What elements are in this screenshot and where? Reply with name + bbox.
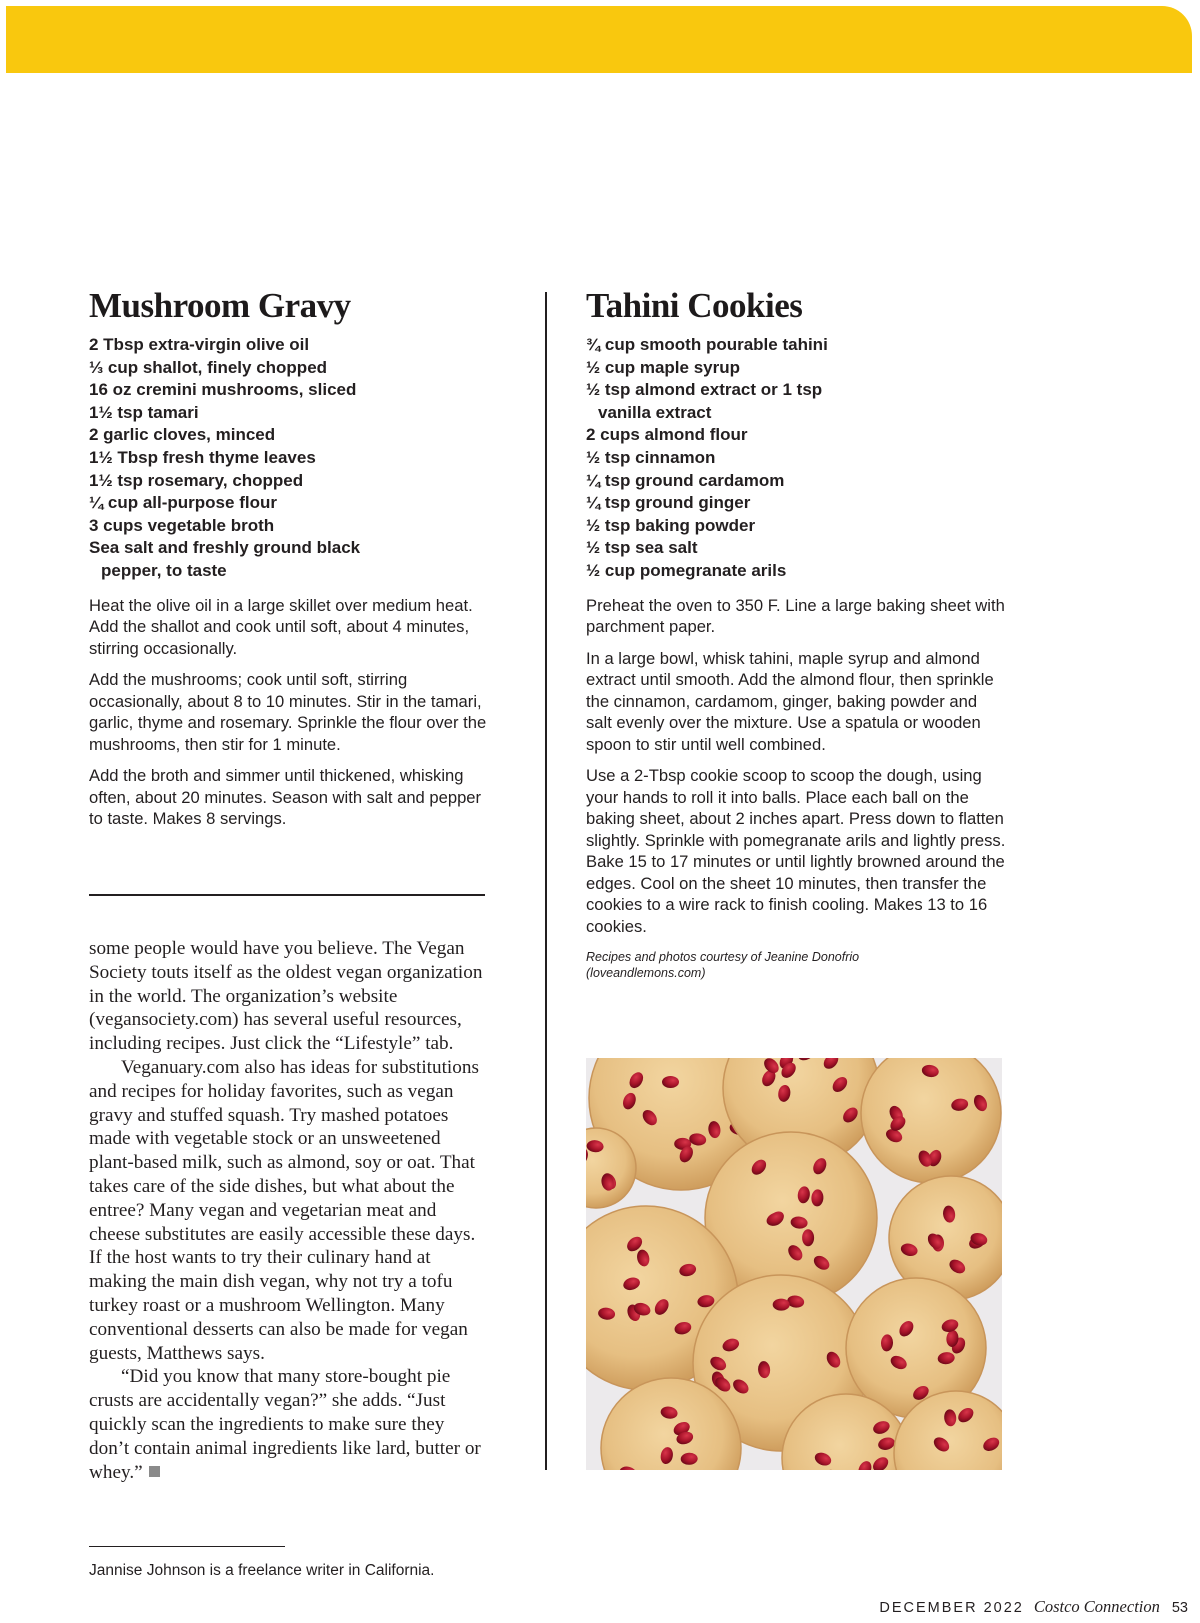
- ingredient-item: 2 Tbsp extra-virgin olive oil: [89, 335, 310, 354]
- pomegranate-aril: [802, 1229, 814, 1246]
- instruction-step: In a large bowl, whisk tahini, maple syrup and almond extract until smooth. Add the almond flour, then sprinkle the cinnamon, cardamom, ginger, baking powder and salt evenly over the mixture. Use a spatula or wooden spoon to stir until well combined.: [586, 648, 994, 754]
- ingredient-item: 2 garlic cloves, minced: [89, 425, 276, 445]
- page-footer: [879, 1596, 1188, 1618]
- pomegranate-aril: [662, 1076, 679, 1088]
- article-paragraph: some people would have you believe. The Vegan Society touts itself as the oldest vegan organization in the world. The organization’s website (vegansociety.com) has several useful resources, including recipes. Just click the “Lifestyle” tab.: [89, 938, 483, 1055]
- ingredient-item: ¼ tsp ground ginger: [586, 493, 751, 513]
- ingredient-list: [89, 334, 489, 583]
- instruction-step: Preheat the oven to 350 F. Line a large baking sheet with parchment paper.: [586, 595, 1005, 637]
- article-paragraph-text: “Did you know that many store-bought pie crusts are accidentally vegan?” she adds. “Just quickly scan the ingredients to make sure they don’t contain animal ingredients like lard, butter or whey.”: [89, 1366, 481, 1483]
- section-divider: [89, 894, 485, 896]
- ingredient-item: ¼ cup all-purpose flour: [89, 493, 277, 513]
- ingredient-item: 3 cups vegetable broth: [89, 515, 275, 535]
- page-number: 53: [1171, 1600, 1188, 1616]
- instruction-step: Heat the olive oil in a large skillet over medium heat. Add the shallot and cook until soft, about 4 minutes, stirring occasionally.: [89, 595, 473, 658]
- magazine-name: Costco Connection: [1033, 1597, 1160, 1616]
- column-divider: [545, 292, 547, 1470]
- ingredient-item: 1½ tsp rosemary, chopped: [89, 470, 304, 490]
- bio-divider: [89, 1546, 285, 1547]
- issue-date: DECEMBER 2022: [879, 1600, 1024, 1616]
- instruction-step: Use a 2-Tbsp cookie scoop to scoop the dough, using your hands to roll it into balls. Place each ball on the baking sheet, about 2 inches apart. Press down to flatten slightly. Sprinkle with pomegranate arils and lightly press. Bake 15 to 17 minutes or until lightly browned around the edges. Cool on the sheet 10 minutes, then transfer the cookies to a wire rack to finish cooling. Makes 13 to 16 cookies.: [586, 766, 1006, 936]
- instructions: [586, 595, 1006, 938]
- pomegranate-aril: [773, 1299, 790, 1311]
- ingredient-item: ½ tsp sea salt: [586, 538, 698, 558]
- instructions: [89, 595, 489, 830]
- end-mark-icon: [149, 1466, 160, 1477]
- ingredient-item: ½ cup pomegranate arils: [586, 560, 787, 580]
- ingredient-item: 2 cups almond flour: [586, 425, 748, 445]
- recipe-title-tahini-cookies: Tahini Cookies: [586, 286, 803, 325]
- instruction-step: Add the mushrooms; cook until soft, stirring occasionally, about 8 to 10 minutes. Stir in the tamari, garlic, thyme and rosemary. Sprinkle the flour over the mushrooms, then stir for 1 minute.: [89, 670, 487, 754]
- photo-credit: Recipes and photos courtesy of Jeanine Donofrio (loveandlemons.com): [586, 950, 860, 981]
- ingredient-item: 1½ tsp tamari: [89, 402, 199, 422]
- ingredient-item: Sea salt and freshly ground black pepper, to taste: [89, 538, 361, 580]
- article-body: [89, 937, 489, 1484]
- ingredient-item: ¼ tsp ground cardamom: [586, 470, 785, 490]
- ingredient-item: ½ tsp baking powder: [586, 515, 756, 535]
- article-paragraph: Veganuary.com also has ideas for substitutions and recipes for holiday favorites, such as vegan gravy and stuffed squash. Try mashed potatoes made with vegetable stock or an unsweetened plant-based milk, such as almond, soy or oat. That takes care of the side dishes, but what about the entree? Many vegan and vegetarian meat and cheese substitutes are easily accessible these days. If the host wants to try their culinary hand at making the main dish vegan, why not try a tofu turkey roast or a mushroom Wellington. Many conventional desserts can also be made for vegan guests, Matthews says.: [89, 1056, 479, 1364]
- article-paragraph-last: [89, 1365, 489, 1484]
- ingredient-item: ½ tsp cinnamon: [586, 447, 716, 467]
- tahini-cookies-recipe: [586, 286, 1006, 981]
- ingredient-item: ½ cup maple syrup: [586, 357, 740, 377]
- ingredient-item: 16 oz cremini mushrooms, sliced: [89, 380, 357, 400]
- ingredient-item: ¾ cup smooth pourable tahini: [586, 335, 828, 354]
- ingredient-item: ½ tsp almond extract or 1 tsp vanilla extract: [586, 380, 823, 422]
- mushroom-gravy-recipe: [89, 286, 489, 830]
- top-color-banner: [6, 6, 1192, 73]
- author-bio: Jannise Johnson is a freelance writer in California.: [89, 1562, 435, 1579]
- ingredient-item: ⅓ cup shallot, finely chopped: [89, 357, 328, 377]
- instruction-step: Add the broth and simmer until thickened, whisking often, about 20 minutes. Season with salt and pepper to taste. Makes 8 servings.: [89, 766, 482, 829]
- recipe-title-mushroom-gravy: Mushroom Gravy: [89, 286, 351, 325]
- tahini-cookies-photo: [586, 1058, 1002, 1470]
- ingredient-list: [586, 334, 1006, 583]
- ingredient-item: 1½ Tbsp fresh thyme leaves: [89, 447, 316, 467]
- cookie-illustration: [586, 1058, 1002, 1470]
